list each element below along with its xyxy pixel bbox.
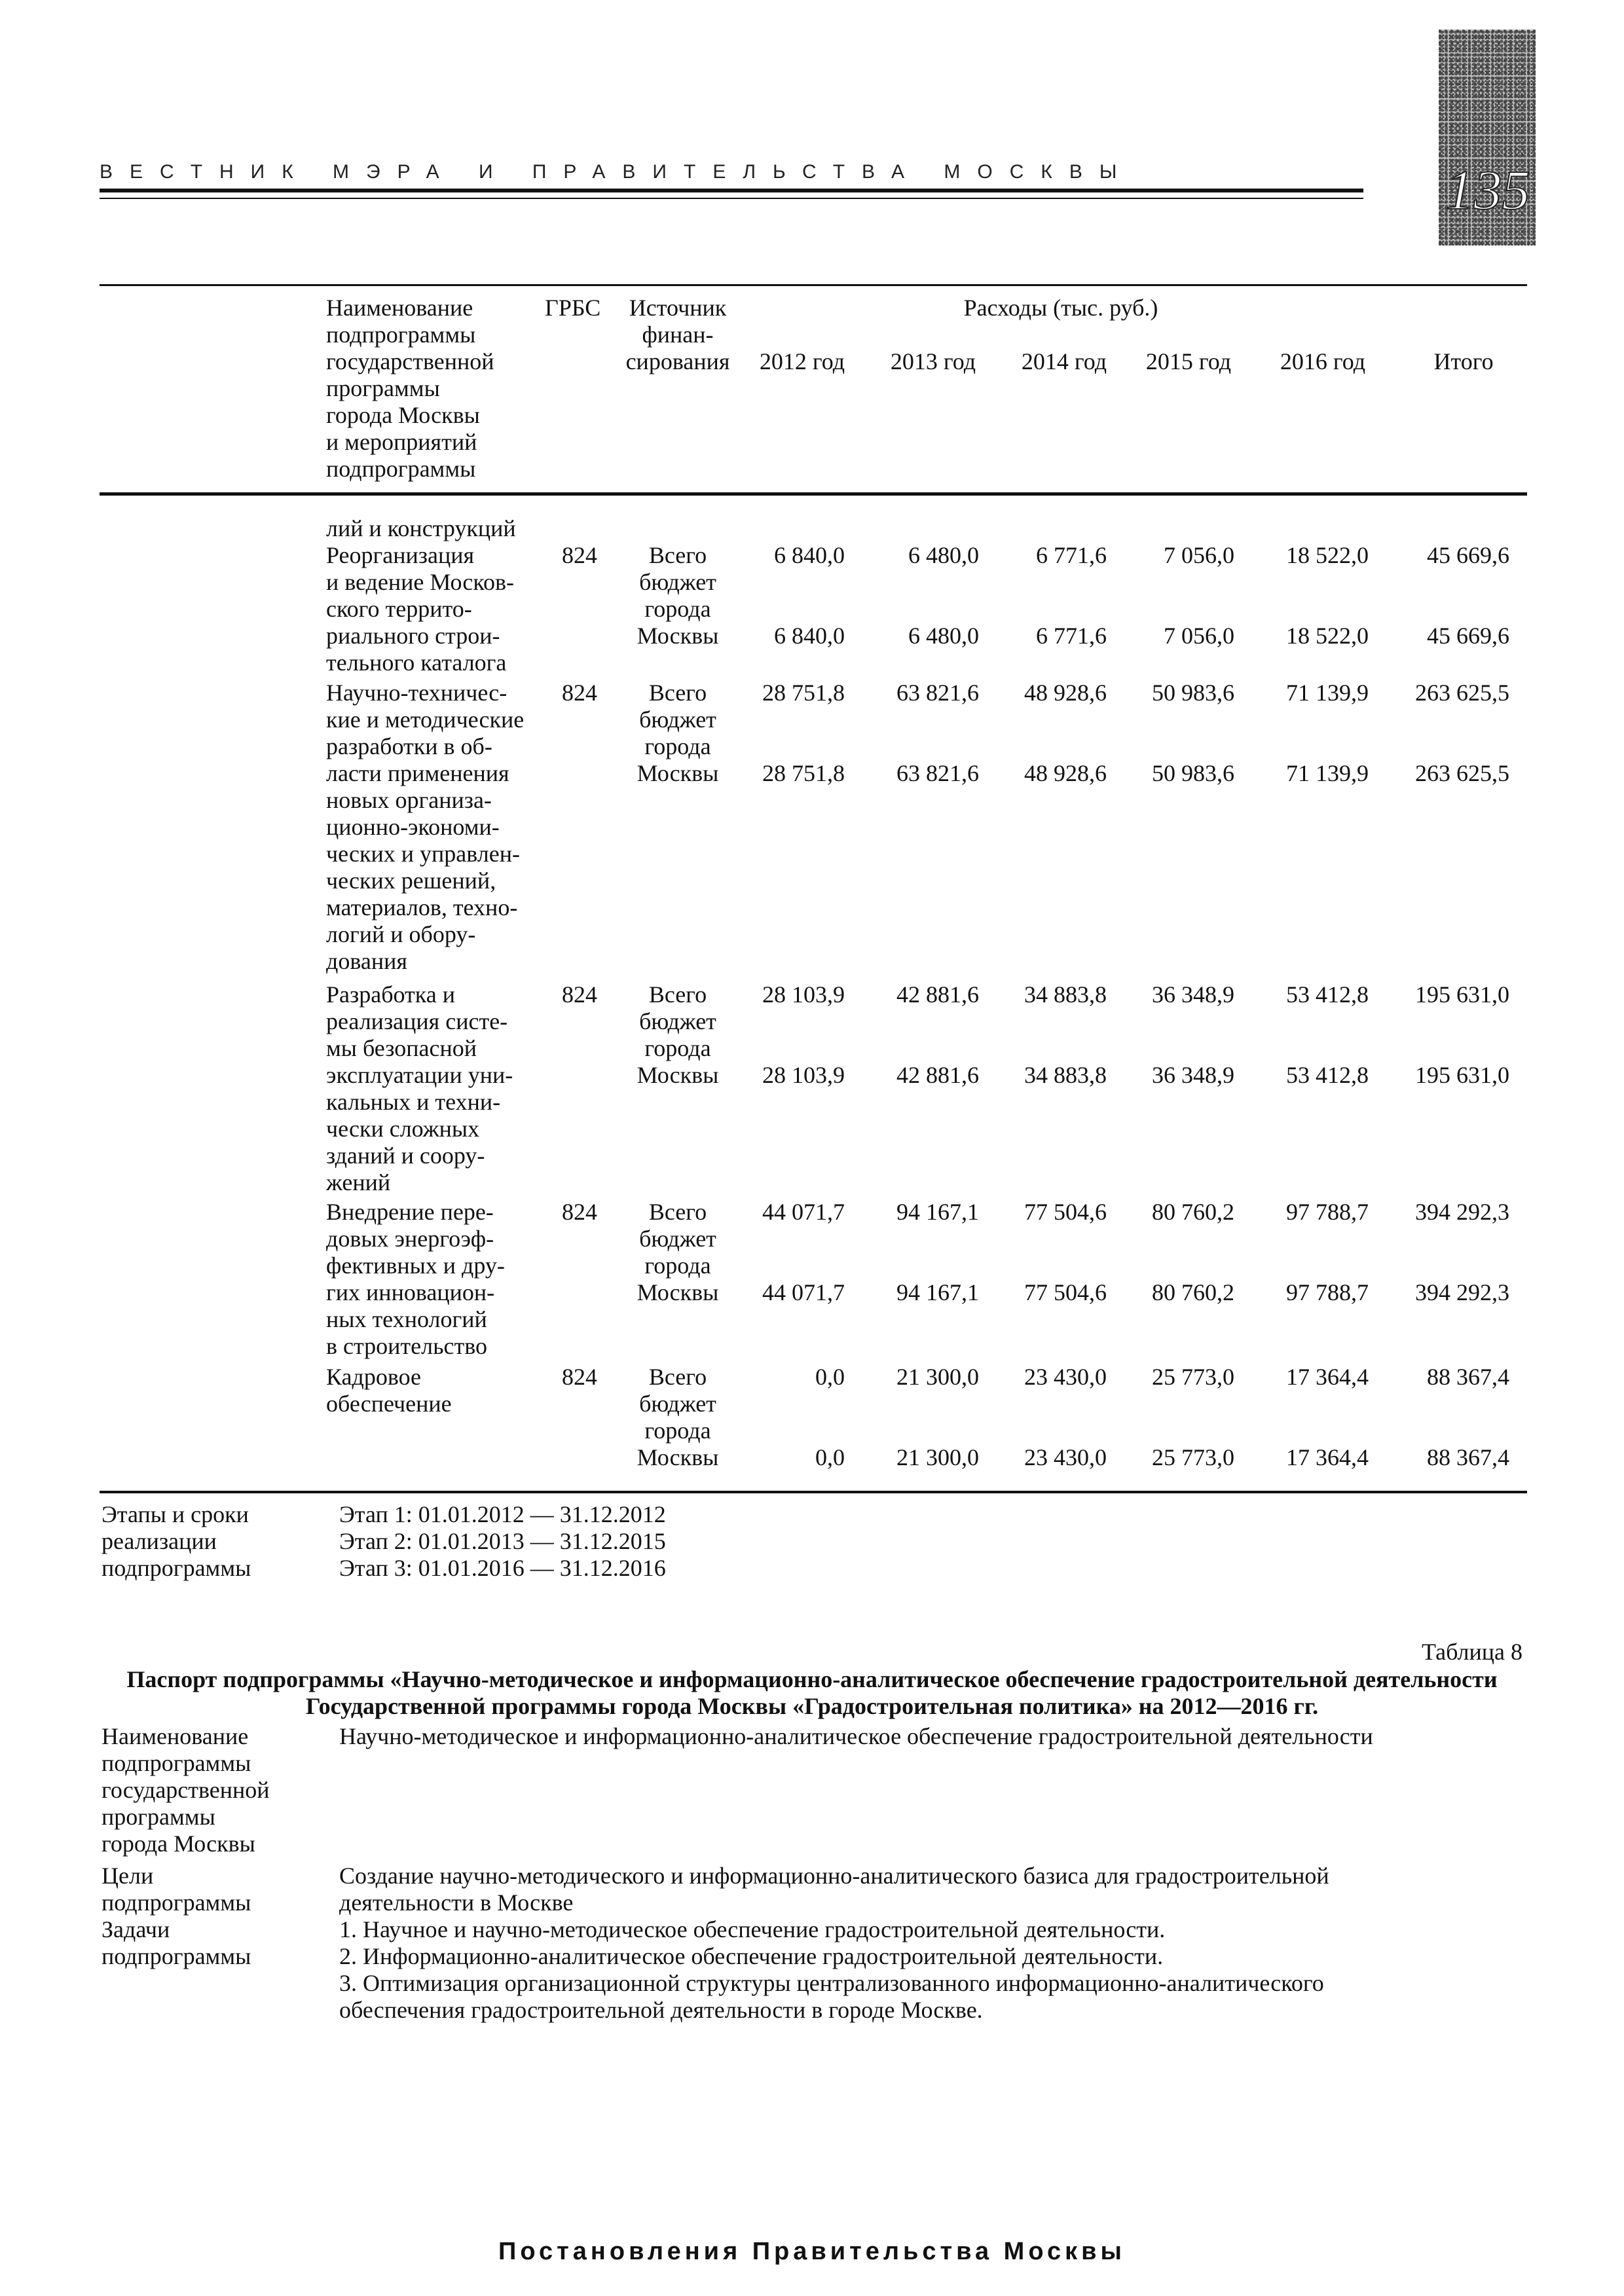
row-total-value: 17 364,4 [1286, 1364, 1369, 1390]
row-source-label: Всего [648, 1364, 707, 1390]
row-budget-value: 42 881,6 [896, 1062, 979, 1088]
row-total-value: 28 103,9 [762, 981, 845, 1008]
row-name-line: чески сложных [326, 1116, 480, 1142]
row-grbs: 824 [562, 680, 597, 706]
row-budget-value: 23 430,0 [1024, 1444, 1107, 1470]
row-name-line: ческих решений, [326, 867, 496, 894]
row-name-line: мы безопасной [326, 1035, 477, 1061]
row-total-value: 23 430,0 [1024, 1364, 1107, 1390]
passport-goals-label: Цели [101, 1863, 154, 1889]
table-label: Таблица 8 [1422, 1639, 1522, 1665]
row-budget-value: 53 412,8 [1286, 1062, 1369, 1088]
passport-goals-value: деятельности в Москве [339, 1889, 574, 1916]
row-total-value: 45 669,6 [1427, 542, 1509, 568]
row-name-line: зданий и соору- [326, 1142, 485, 1169]
row-budget-value: 77 504,6 [1024, 1279, 1107, 1305]
continuation-line: лий и конструкций [326, 515, 516, 541]
header-year: 2014 год [1021, 348, 1107, 374]
row-source-label: города [644, 733, 711, 759]
row-name-line: гих инновацион- [326, 1279, 495, 1305]
row-total-value: 63 821,6 [896, 680, 979, 706]
row-name-line: кальных и техни- [326, 1089, 501, 1115]
row-total-value: 28 751,8 [762, 680, 845, 706]
row-budget-label: Москвы [637, 623, 719, 649]
row-budget-value: 50 983,6 [1152, 760, 1234, 786]
row-total-value: 0,0 [815, 1364, 845, 1390]
row-budget-value: 7 056,0 [1164, 623, 1234, 649]
passport-goals-value: Создание научно-методического и информационно-аналитического базиса для градостроительной [339, 1863, 1329, 1889]
row-grbs: 824 [562, 1364, 597, 1390]
header-name-line: государственной [326, 348, 494, 374]
passport-name-label: города Москвы [101, 1831, 255, 1857]
stage-item: Этап 3: 01.01.2016 — 31.12.2016 [339, 1555, 666, 1581]
row-budget-value: 80 760,2 [1152, 1279, 1234, 1305]
row-name-line: жений [326, 1169, 391, 1195]
stage-item: Этап 2: 01.01.2013 — 31.12.2015 [339, 1528, 666, 1554]
row-grbs: 824 [562, 981, 597, 1008]
row-source-label: бюджет [639, 1226, 716, 1252]
row-source-label: города [644, 1417, 711, 1444]
row-name-line: фективных и дру- [326, 1252, 505, 1279]
row-budget-value: 0,0 [815, 1444, 845, 1470]
row-total-value: 6 480,0 [908, 542, 979, 568]
header-year: 2013 год [890, 348, 976, 374]
row-source-label: Всего [648, 680, 707, 706]
row-budget-value: 263 625,5 [1415, 760, 1509, 786]
row-name-line: разработки в об- [326, 733, 492, 759]
row-budget-value: 6 771,6 [1036, 623, 1107, 649]
row-name-line: Кадровое [326, 1364, 422, 1390]
stages-label-line: Этапы и сроки [101, 1501, 249, 1527]
row-budget-value: 44 071,7 [762, 1279, 845, 1305]
row-source-label: бюджет [639, 706, 716, 733]
passport-tasks-label: подпрограммы [101, 1943, 251, 1969]
row-total-value: 44 071,7 [762, 1199, 845, 1225]
passport-title-line1: Паспорт подпрограммы «Научно-методическое и информационно-аналитическое обеспечение градостроительной деятельности [126, 1666, 1498, 1692]
passport-name-label: государственной [101, 1777, 270, 1803]
row-total-value: 21 300,0 [896, 1364, 979, 1390]
row-name-line: новых организа- [326, 787, 492, 813]
row-name-line: обеспечение [326, 1391, 452, 1417]
row-name-line: Реорганизация [326, 542, 475, 568]
row-total-value: 6 840,0 [774, 542, 845, 568]
header-name-line: подпрограммы [326, 456, 476, 482]
stages-label-line: реализации [101, 1528, 217, 1554]
passport-title-line2: Государственной программы города Москвы «Градостроительная политика» на 2012—2016 гг. [305, 1693, 1319, 1719]
row-total-value: 80 760,2 [1152, 1199, 1234, 1225]
row-budget-value: 71 139,9 [1286, 760, 1369, 786]
row-total-value: 18 522,0 [1286, 542, 1369, 568]
header-year: 2015 год [1145, 348, 1232, 374]
header-source-line: сирования [625, 348, 730, 374]
row-name-line: дования [326, 948, 407, 974]
row-name-line: материалов, техно- [326, 894, 518, 920]
row-total-value: 34 883,8 [1024, 981, 1107, 1008]
row-grbs: 824 [562, 542, 597, 568]
row-budget-label: Москвы [637, 1279, 719, 1305]
header-year: 2012 год [759, 348, 845, 374]
row-source-label: бюджет [639, 569, 716, 595]
row-budget-value: 394 292,3 [1415, 1279, 1509, 1305]
row-budget-value: 63 821,6 [896, 760, 979, 786]
row-budget-value: 21 300,0 [896, 1444, 979, 1470]
row-budget-value: 94 167,1 [896, 1279, 979, 1305]
page-number: 135 [1445, 158, 1530, 221]
row-budget-label: Москвы [637, 1444, 719, 1470]
row-source-label: Всего [648, 981, 707, 1008]
row-total-value: 77 504,6 [1024, 1199, 1107, 1225]
row-total-value: 6 771,6 [1036, 542, 1107, 568]
row-source-label: города [644, 1035, 711, 1061]
row-budget-label: Москвы [637, 1062, 719, 1088]
row-budget-label: Москвы [637, 760, 719, 786]
passport-name-label: Наименование [101, 1723, 249, 1749]
row-budget-value: 6 840,0 [774, 623, 845, 649]
row-name-line: эксплуатации уни- [326, 1062, 513, 1088]
row-name-line: ционно-экономи- [326, 814, 500, 840]
passport-tasks-label: Задачи [101, 1916, 170, 1942]
row-total-value: 94 167,1 [896, 1199, 979, 1225]
row-budget-value: 17 364,4 [1286, 1444, 1369, 1470]
row-budget-value: 45 669,6 [1427, 623, 1509, 649]
row-source-label: бюджет [639, 1008, 716, 1034]
footer-text: Постановления Правительства Москвы [498, 2238, 1126, 2265]
passport-task-item: 2. Информационно-аналитическое обеспечение градостроительной деятельности. [339, 1943, 1164, 1969]
header-rule-thin [100, 198, 1363, 199]
row-budget-value: 48 928,6 [1024, 760, 1107, 786]
row-total-value: 25 773,0 [1152, 1364, 1234, 1390]
row-name-line: тельного каталога [326, 649, 507, 676]
passport-name-label: программы [101, 1804, 215, 1830]
header-source-line: финан- [642, 321, 714, 348]
row-budget-value: 18 522,0 [1286, 623, 1369, 649]
header-year: 2016 год [1280, 348, 1366, 374]
row-name-line: кие и методические [326, 706, 525, 733]
row-total-value: 7 056,0 [1164, 542, 1234, 568]
row-total-value: 71 139,9 [1286, 680, 1369, 706]
passport-goals-label: подпрограммы [101, 1889, 251, 1916]
row-budget-value: 195 631,0 [1415, 1062, 1509, 1088]
row-total-value: 263 625,5 [1415, 680, 1509, 706]
row-name-line: в строительство [326, 1333, 487, 1359]
row-total-value: 88 367,4 [1427, 1364, 1509, 1390]
row-name-line: ласти применения [326, 760, 509, 786]
passport-task-item: обеспечения градостроительной деятельности в городе Москве. [339, 1997, 983, 2023]
header-source-line: Источник [629, 295, 727, 321]
row-name-line: Научно-техничес- [326, 680, 507, 706]
stage-item: Этап 1: 01.01.2012 — 31.12.2012 [339, 1501, 666, 1527]
row-budget-value: 28 103,9 [762, 1062, 845, 1088]
row-name-line: ных технологий [326, 1306, 487, 1332]
row-name-line: ческих и управлен- [326, 841, 520, 867]
row-budget-value: 36 348,9 [1152, 1062, 1234, 1088]
row-total-value: 36 348,9 [1152, 981, 1234, 1008]
header-name-line: подпрограммы [326, 321, 476, 348]
row-budget-value: 34 883,8 [1024, 1062, 1107, 1088]
row-name-line: и ведение Москов- [326, 569, 514, 595]
row-source-label: Всего [648, 1199, 707, 1225]
row-source-label: бюджет [639, 1391, 716, 1417]
row-source-label: Всего [648, 542, 707, 568]
header-name-line: и мероприятий [326, 429, 477, 455]
row-budget-value: 28 751,8 [762, 760, 845, 786]
row-budget-value: 88 367,4 [1427, 1444, 1509, 1470]
row-name-line: Разработка и [326, 981, 455, 1008]
row-budget-value: 6 480,0 [908, 623, 979, 649]
header-name-line: Наименование [326, 295, 473, 321]
row-total-value: 394 292,3 [1415, 1199, 1509, 1225]
row-total-value: 53 412,8 [1286, 981, 1369, 1008]
header-rule-thick [100, 189, 1363, 192]
row-name-line: ского террито- [326, 596, 472, 622]
passport-task-item: 3. Оптимизация организационной структуры централизованного информационно-аналитического [339, 1970, 1324, 1996]
row-total-value: 195 631,0 [1415, 981, 1509, 1008]
header-grbs: ГРБС [545, 295, 601, 321]
table-header-rule [100, 492, 1527, 496]
passport-name-label: подпрограммы [101, 1750, 251, 1776]
row-name-line: реализация систе- [326, 1008, 508, 1034]
header-total: Итого [1433, 348, 1494, 374]
row-source-label: города [644, 596, 711, 622]
row-total-value: 42 881,6 [896, 981, 979, 1008]
table-top-rule [100, 284, 1527, 286]
passport-name-value: Научно-методическое и информационно-аналитическое обеспечение градостроительной деятельности [339, 1723, 1373, 1749]
stages-label-line: подпрограммы [101, 1555, 251, 1581]
header-name-line: города Москвы [326, 402, 480, 428]
passport-task-item: 1. Научное и научно-методическое обеспечение градостроительной деятельности. [339, 1916, 1166, 1942]
row-total-value: 97 788,7 [1286, 1199, 1369, 1225]
row-total-value: 50 983,6 [1152, 680, 1234, 706]
row-budget-value: 97 788,7 [1286, 1279, 1369, 1305]
row-grbs: 824 [562, 1199, 597, 1225]
header-name-line: программы [326, 375, 440, 401]
journal-title: ВЕСТНИК МЭРА И ПРАВИТЕЛЬСТВА МОСКВЫ [100, 161, 1134, 183]
row-name-line: довых энергоэф- [326, 1226, 494, 1252]
row-name-line: логий и обору- [326, 921, 476, 947]
header-expenses: Расходы (тыс. руб.) [963, 295, 1158, 321]
row-name-line: Внедрение пере- [326, 1199, 494, 1225]
row-budget-value: 25 773,0 [1152, 1444, 1234, 1470]
row-source-label: города [644, 1252, 711, 1279]
row-total-value: 48 928,6 [1024, 680, 1107, 706]
row-name-line: риального строи- [326, 623, 500, 649]
table-bottom-rule [100, 1491, 1527, 1493]
